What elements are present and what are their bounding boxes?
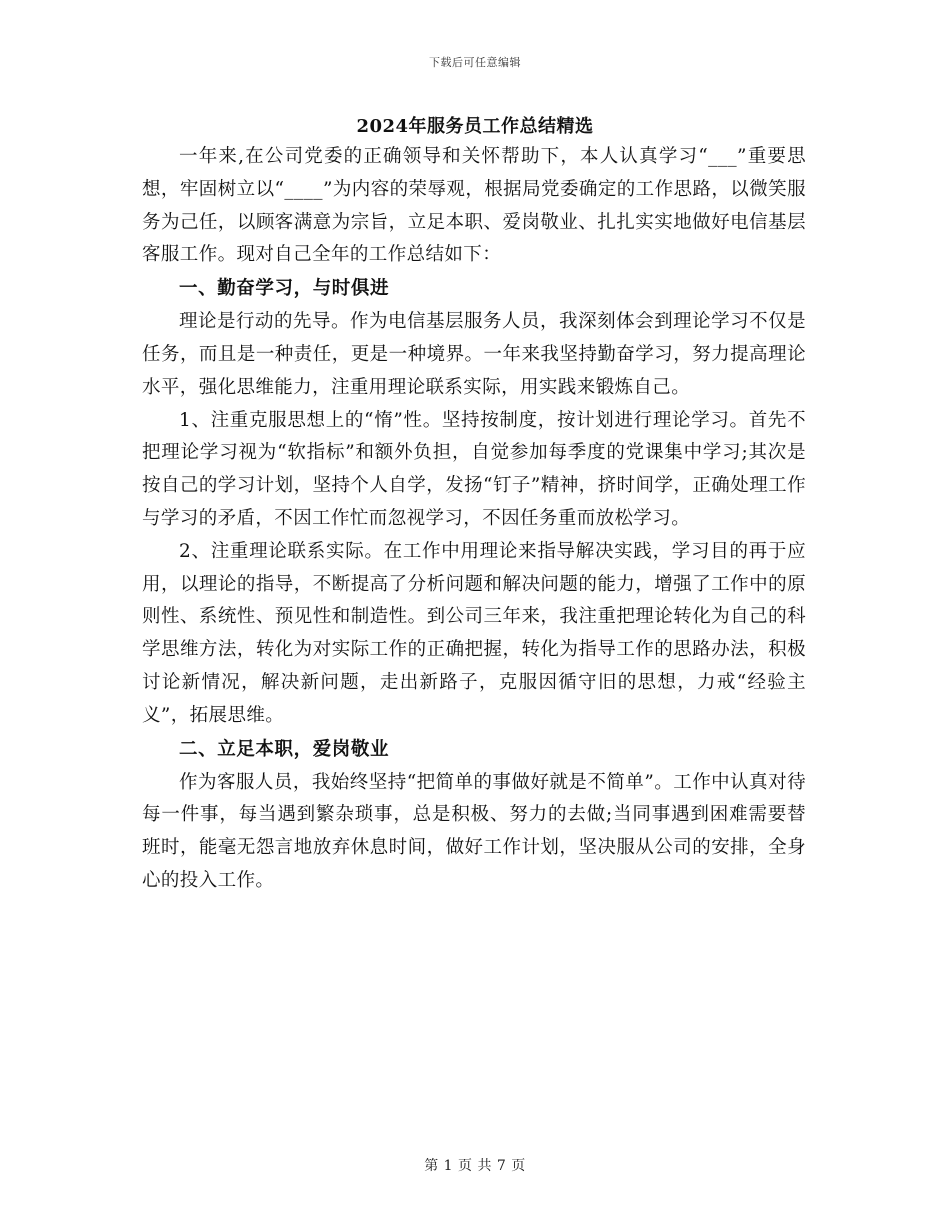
intro-paragraph: 一年来,在公司党委的正确领导和关怀帮助下，本人认真学习“___”重要思想，牢固树立以“____”为内容的荣辱观，根据局党委确定的工作思路，以微笑服务为己任，以顾客满意为宗旨，立足本职、爱岗敬业、扎扎实实地做好电信基层客服工作。现对自己全年的工作总结如下： [142, 146, 806, 266]
document-body [142, 141, 806, 898]
section-heading-1: 一、勤奋学习，与时俱进 [179, 278, 390, 300]
section-2-paragraph-1: 作为客服人员，我始终坚持“把简单的事做好就是不简单”。工作中认真对待每一件事，每当遇到繁杂琐事，总是积极、努力的去做;当同事遇到困难需要替班时，能毫无怨言地放弃休息时间，做好工作计划，坚决服从公司的安排，全身心的投入工作。 [142, 771, 806, 891]
section-1-paragraph-1: 理论是行动的先导。作为电信基层服务人员，我深刻体会到理论学习不仅是任务，而且是一种责任，更是一种境界。一年来我坚持勤奋学习，努力提高理论水平，强化思维能力，注重用理论联系实际，用实践来锻炼自己。 [142, 311, 806, 398]
document-title: 2024年服务员工作总结精选 [356, 116, 594, 137]
page-header-note: 下载后可任意编辑 [429, 56, 521, 69]
section-1-paragraph-3: 2、注重理论联系实际。在工作中用理论来指导解决实践，学习目的再于应用，以理论的指导，不断提高了分析问题和解决问题的能力，增强了工作中的原则性、系统性、预见性和制造性。到公司三年来，我注重把理论转化为自己的科学思维方法，转化为对实际工作的正确把握，转化为指导工作的思路办法，积极讨论新情况，解决新问题，走出新路子，克服因循守旧的思想，力戒“经验主义”，拓展思维。 [142, 540, 806, 726]
section-1-paragraph-2: 1、注重克服思想上的“惰”性。坚持按制度，按计划进行理论学习。首先不把理论学习视为“软指标”和额外负担，自觉参加每季度的党课集中学习;其次是按自己的学习计划，坚持个人自学，发扬“钉子”精神，挤时间学，正确处理工作与学习的矛盾，不因工作忙而忽视学习，不因任务重而放松学习。 [142, 409, 806, 529]
page-number-footer: 第 1 页 共 7 页 [424, 1158, 526, 1174]
section-heading-2: 二、立足本职，爱岗敬业 [179, 738, 390, 760]
